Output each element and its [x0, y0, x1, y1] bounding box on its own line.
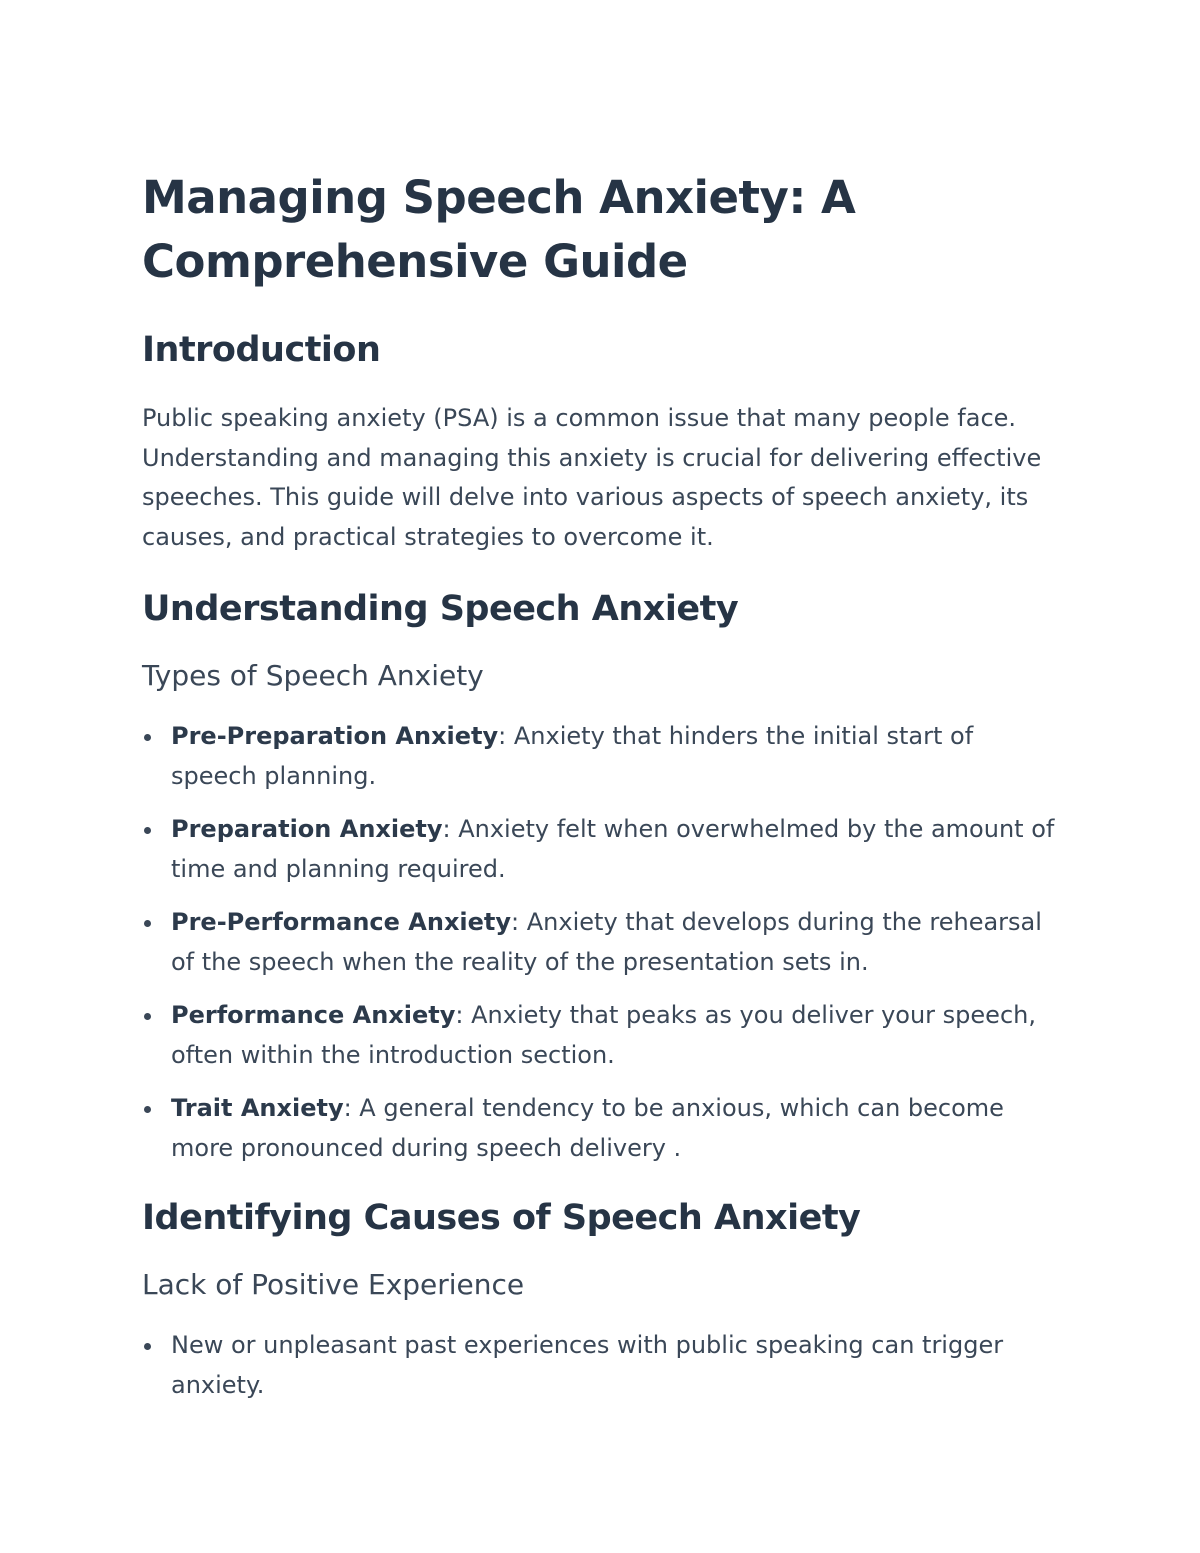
list-item-desc: : Anxiety that develops during the rehearsal of the speech when the reality of the presentation sets in. [171, 908, 1042, 976]
bullet-icon [144, 920, 151, 927]
list-item-desc: : Anxiety that hinders the initial start of speech planning. [171, 722, 974, 790]
list-item-desc: : Anxiety felt when overwhelmed by the amount of time and planning required. [171, 815, 1055, 883]
types-list [142, 716, 1062, 1168]
introduction-paragraph: Public speaking anxiety (PSA) is a common issue that many people face. Understanding and managing this anxiety is crucial for delivering effective speeches. This guide will delve into various aspects of speech anxiety, its causes, and practical strategies to overcome it. [142, 404, 1042, 551]
causes-list [142, 1325, 1062, 1405]
causes-heading: Identifying Causes of Speech Anxiety [142, 1198, 861, 1238]
lack-of-experience-subheading: Lack of Positive Experience [142, 1268, 525, 1301]
document-page [142, 160, 1062, 1405]
list-item-term: Preparation Anxiety [171, 815, 443, 843]
list-item-term: Performance Anxiety [171, 1001, 456, 1029]
list-item [142, 1325, 1062, 1405]
bullet-icon [144, 1013, 151, 1020]
list-item [142, 809, 1062, 889]
list-item [142, 902, 1062, 982]
bullet-icon [144, 1343, 151, 1350]
introduction-heading: Introduction [142, 330, 381, 370]
list-item [142, 995, 1062, 1075]
bullet-icon [144, 827, 151, 834]
bullet-icon [144, 734, 151, 741]
list-item-desc: : A general tendency to be anxious, which can become more pronounced during speech delivery . [171, 1094, 1004, 1162]
bullet-icon [144, 1106, 151, 1113]
list-item [142, 1088, 1062, 1168]
types-subheading: Types of Speech Anxiety [142, 659, 484, 692]
list-item [142, 716, 1062, 796]
list-item-term: Pre-Preparation Anxiety [171, 722, 499, 750]
list-item-text: New or unpleasant past experiences with public speaking can trigger anxiety. [171, 1331, 1004, 1399]
list-item-term: Pre-Performance Anxiety [171, 908, 512, 936]
list-item-term: Trait Anxiety [171, 1094, 344, 1122]
list-item-desc: : Anxiety that peaks as you deliver your speech, often within the introduction section. [171, 1001, 1036, 1069]
understanding-heading: Understanding Speech Anxiety [142, 589, 739, 629]
document-title: Managing Speech Anxiety: A Comprehensive Guide [142, 171, 856, 288]
